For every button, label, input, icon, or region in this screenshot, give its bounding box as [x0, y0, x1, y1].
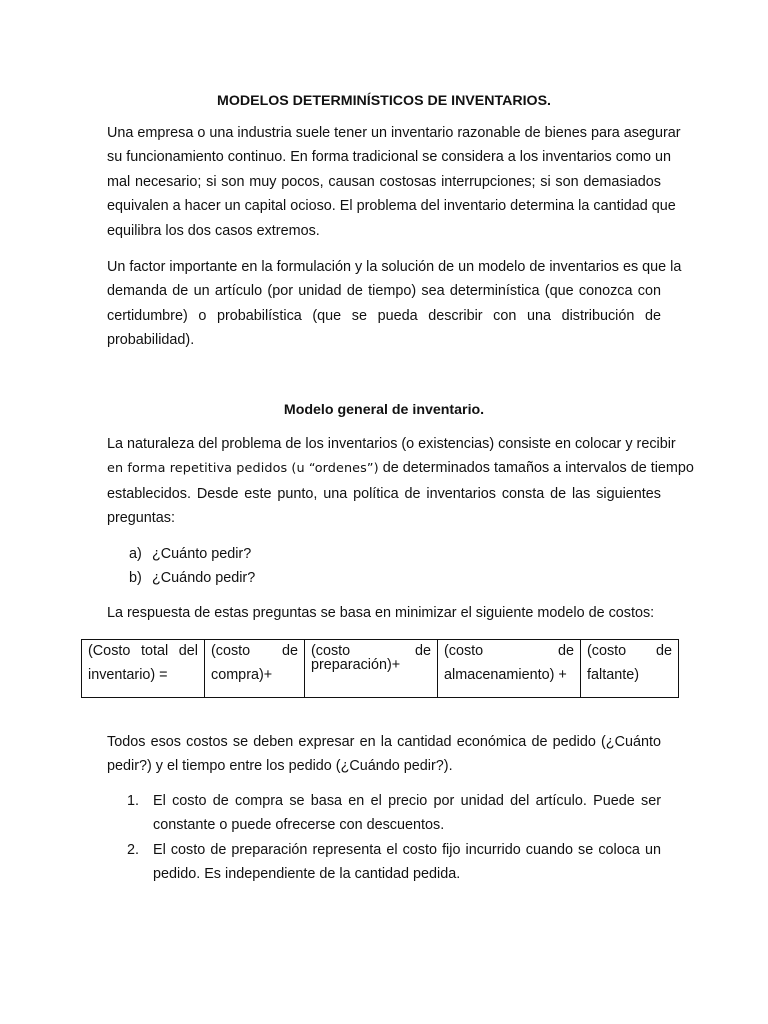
- cell-word: de: [281, 643, 298, 659]
- cell-word: de: [557, 643, 574, 659]
- paragraph-line: establecidos. Desde este punto, una política de inventarios consta de las siguientes: [107, 485, 661, 502]
- section-paragraph: [107, 432, 694, 531]
- paragraph-line: equilibra los dos casos extremos.: [107, 222, 320, 239]
- paragraph-line: La respuesta de estas preguntas se basa en minimizar el siguiente modelo de costos:: [107, 605, 655, 621]
- section-title: Modelo general de inventario.: [283, 402, 485, 418]
- cell-word: (costo: [444, 643, 484, 659]
- paragraph-line: probabilidad).: [107, 332, 195, 349]
- cost-cell-shortage: [581, 640, 678, 697]
- cell-line-2: compra)+: [211, 667, 273, 683]
- item-number: 1.: [127, 793, 140, 809]
- list-marker: b): [129, 570, 142, 586]
- paragraph-fragment: en forma repetitiva pedidos (u “ordenes”): [107, 461, 379, 477]
- cell-word: total: [140, 643, 169, 659]
- item-line: El costo de preparación representa el costo fijo incurrido cuando se coloca un: [153, 842, 661, 858]
- costs-paragraph: [107, 730, 661, 779]
- cost-model-table: [81, 639, 679, 698]
- cell-word: (costo: [311, 643, 351, 659]
- paragraph-line: demanda de un artículo (por unidad de tiempo) sea determinística (que conozca con: [107, 283, 661, 300]
- paragraph-line: Todos esos costos se deben expresar en la cantidad económica de pedido (¿Cuánto: [107, 734, 661, 750]
- paragraph-line: su funcionamiento continuo. En forma tradicional se considera a los inventarios como un: [107, 149, 671, 166]
- cell-line-2: preparación)+: [311, 657, 401, 673]
- paragraph-line: preguntas:: [107, 510, 176, 527]
- paragraph-line: equivalen a hacer un capital ocioso. El problema del inventario determina la cantidad que: [107, 198, 676, 215]
- cell-word: (costo: [211, 643, 251, 659]
- item-line: pedido. Es independiente de la cantidad pedida.: [153, 866, 461, 883]
- list-text: ¿Cuándo pedir?: [152, 570, 256, 586]
- paragraph-line: mal necesario; si son muy pocos, causan costosas interrupciones; si son demasiados: [107, 173, 661, 190]
- intro-paragraph-2: [107, 255, 682, 353]
- cell-word: (costo: [587, 643, 627, 659]
- item-line: El costo de compra se basa en el precio por unidad del artículo. Puede ser: [153, 793, 661, 809]
- cell-line-2: faltante): [587, 667, 639, 683]
- paragraph-line: pedir?) y el tiempo entre los pedido (¿Cuándo pedir?).: [107, 758, 453, 775]
- cell-line-2: almacenamiento) +: [444, 667, 567, 683]
- item-line: constante o puede ofrecerse con descuentos.: [153, 817, 445, 834]
- list-text: ¿Cuánto pedir?: [152, 546, 252, 562]
- cell-word: del: [178, 643, 198, 659]
- cost-cell-purchase: [205, 640, 305, 697]
- cell-word: (Costo: [88, 643, 131, 659]
- cost-cell-setup: [305, 640, 438, 697]
- paragraph-line: La naturaleza del problema de los inventarios (o existencias) consiste en colocar y recibir: [107, 436, 676, 452]
- cost-intro-paragraph: [107, 601, 661, 625]
- cell-word: de: [655, 643, 672, 659]
- document-title: MODELOS DETERMINÍSTICOS DE INVENTARIOS.: [217, 93, 551, 109]
- paragraph-line: Un factor importante en la formulación y la solución de un modelo de inventarios es que la: [107, 259, 682, 275]
- list-marker: a): [129, 546, 142, 562]
- paragraph-line-mixed: [107, 456, 694, 481]
- paragraph-fragment: de determinados tamaños a intervalos de tiempo: [378, 460, 694, 477]
- paragraph-line: certidumbre) o probabilística (que se pueda describir con una distribución de: [107, 307, 661, 324]
- item-number: 2.: [127, 842, 140, 858]
- cost-cell-holding: [438, 640, 581, 697]
- cell-word: de: [414, 643, 431, 659]
- cell-line-2: inventario) =: [88, 667, 168, 683]
- cost-cell-total: [82, 640, 205, 697]
- intro-paragraph-1: [107, 121, 681, 243]
- paragraph-line: Una empresa o una industria suele tener un inventario razonable de bienes para asegurar: [107, 125, 681, 141]
